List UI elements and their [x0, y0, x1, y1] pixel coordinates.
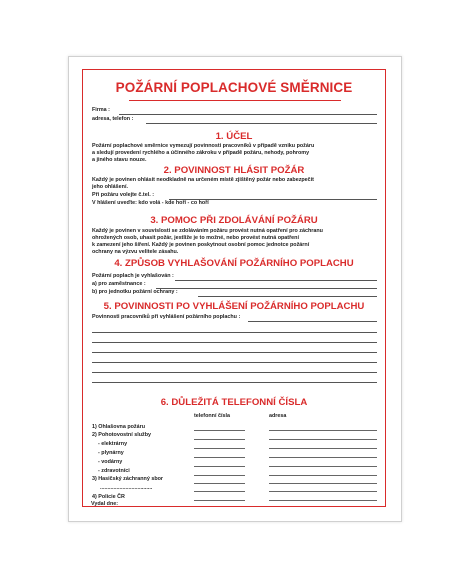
section-3-text: Každý je povinen v souvislosti se zdoláváním požáru provést nutná opatření pro záchranu ohrožených osob, uhasit požár, jestliže je to možné, nebo provést nutná opatření k zamezení jeho šíření. Každý je povinen poskytnout osobní pomoc jednotce požární ochrany na výzvu velitele zásahu.: [92, 228, 323, 255]
address-line[interactable]: [269, 457, 377, 458]
row-label: - zdravotníci: [98, 468, 130, 474]
phone-line[interactable]: [194, 491, 245, 492]
address-line[interactable]: [269, 466, 377, 467]
section-5-intro: Povinnosti pracovníků při vyhlášení požárního poplachu :: [92, 314, 241, 320]
title-underline: [129, 100, 341, 101]
duties-line[interactable]: [92, 382, 377, 383]
section-3-heading: 3. POMOC PŘI ZDOLÁVÁNÍ POŽÁRU: [150, 215, 318, 226]
row-label: 1) Ohlašovna požáru: [92, 424, 146, 430]
column-header-address: adresa: [269, 413, 287, 419]
alarm-employees-label: a) pro zaměstnance :: [92, 281, 146, 287]
section-6-heading: 6. DŮLEŽITÁ TELEFONNÍ ČÍSLA: [160, 397, 308, 408]
address-line[interactable]: [269, 500, 377, 501]
dotted-blank-entry[interactable]: ...................................: [100, 485, 153, 491]
firma-label: Firma :: [92, 107, 110, 113]
phone-line[interactable]: [194, 500, 245, 501]
section-1-heading: 1. ÚČEL: [215, 131, 253, 142]
section-4-intro-line[interactable]: [175, 280, 377, 281]
duties-line[interactable]: [248, 321, 377, 322]
section-2-text: Každý je povinen ohlásit neodkladně na určeném místě zjištěný požár nebo zabezpečit jeho ohlášení.: [92, 177, 314, 190]
duties-line[interactable]: [92, 372, 377, 373]
report-instructions: V hlášení uveďte: kdo volá - kde hoří - co hoří: [92, 200, 209, 206]
firma-line[interactable]: [119, 114, 377, 115]
section-4-heading: 4. ZPŮSOB VYHLAŠOVÁNÍ POŽÁRNÍHO POPLACHU: [114, 258, 354, 269]
page-title: POŽÁRNÍ POPLACHOVÉ SMĚRNICE: [115, 80, 353, 95]
address-line[interactable]: [269, 475, 377, 476]
alarm-fire-unit-label: b) pro jednotku požární ochrany :: [92, 289, 178, 295]
address-line[interactable]: [269, 483, 377, 484]
phone-line[interactable]: [194, 466, 245, 467]
duties-line[interactable]: [92, 362, 377, 363]
duties-line[interactable]: [92, 332, 377, 333]
alarm-employees-line[interactable]: [156, 288, 377, 289]
phone-line[interactable]: [194, 430, 245, 431]
phone-line[interactable]: [194, 483, 245, 484]
call-label: Při požáru volejte č.tel. :: [92, 192, 155, 198]
adresa-line[interactable]: [146, 123, 377, 124]
address-line[interactable]: [269, 439, 377, 440]
row-label: - plynárny: [98, 450, 124, 456]
address-line[interactable]: [269, 448, 377, 449]
document-sheet: [68, 56, 402, 522]
row-label: - vodárny: [98, 459, 123, 465]
column-header-phone: telefonní čísla: [194, 413, 230, 419]
adresa-label: adresa, telefon :: [92, 116, 134, 122]
phone-line[interactable]: [194, 448, 245, 449]
address-line[interactable]: [269, 430, 377, 431]
red-border-frame: [82, 69, 386, 507]
section-1-text: Požární poplachové směrnice vymezují povinnosti pracovníků v případě vzniku požáru a sledují provedení rychlého a účinného zákroku v případě požáru, nehody, pohromy a jiného stavu nouze.: [92, 143, 315, 163]
section-5-heading: 5. POVINNOSTI PO VYHLÁŠENÍ POŽÁRNÍHO POPLACHU: [103, 301, 365, 312]
row-label: 4) Policie ČR: [92, 494, 125, 500]
duties-line[interactable]: [92, 352, 377, 353]
row-label: - elektrárny: [98, 441, 128, 447]
row-label: 2) Pohotovostní služby: [92, 432, 151, 438]
phone-line[interactable]: [194, 457, 245, 458]
address-line[interactable]: [269, 491, 377, 492]
phone-line[interactable]: [194, 439, 245, 440]
duties-line[interactable]: [92, 342, 377, 343]
issued-date-label: Vydal dne:: [91, 501, 119, 507]
section-4-intro: Požární poplach je vyhlašován :: [92, 273, 174, 279]
alarm-fire-unit-line[interactable]: [198, 296, 377, 297]
phone-line[interactable]: [194, 475, 245, 476]
row-label: 3) Hasičský záchranný sbor: [92, 476, 164, 482]
section-2-heading: 2. POVINNOST HLÁSIT POŽÁR: [163, 165, 305, 176]
